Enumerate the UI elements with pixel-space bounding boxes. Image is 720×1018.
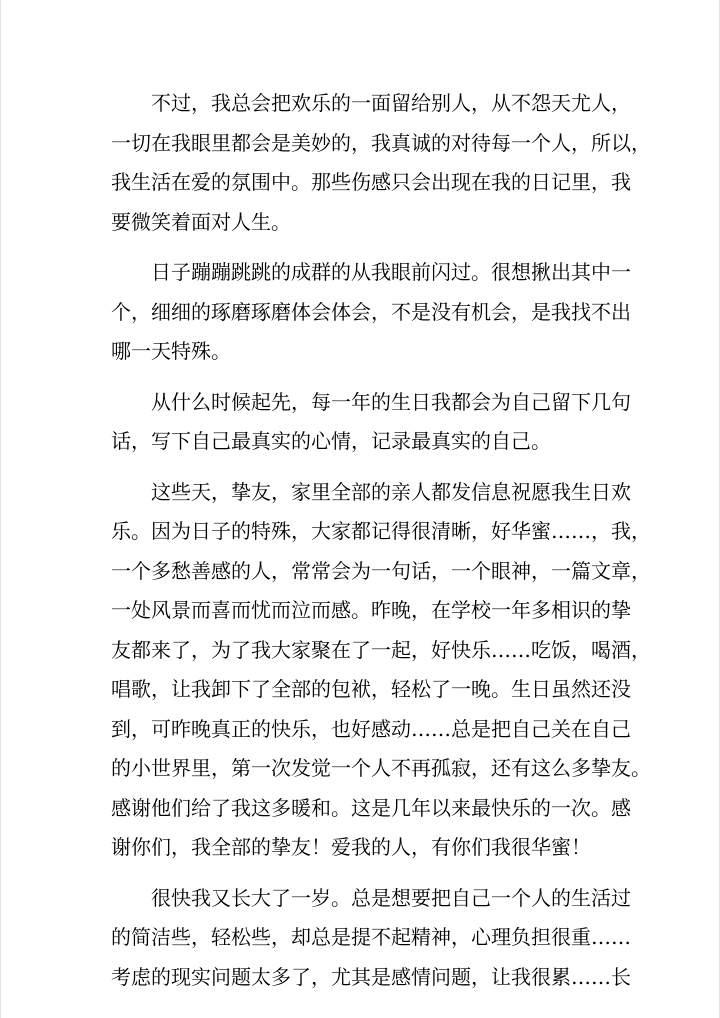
text-line: 的简洁些，轻松些，却总是提不起精神，心理负担很重…… xyxy=(111,925,631,949)
text-line: 一处风景而喜而忧而泣而感。昨晚，在学校一年多相识的挚 xyxy=(111,598,631,622)
text-line: 从什么时候起先，每一年的生日我都会为自己留下几句 xyxy=(151,389,631,414)
text-line: 一个多愁善感的人，常常会为一句话，一个眼神，一篇文章， xyxy=(111,558,651,583)
text-line: 唱歌，让我卸下了全部的包袱，轻松了一晚。生日虽然还没 xyxy=(111,677,631,701)
text-line: 谢你们，我全部的挚友！爱我的人，有你们我很华蜜！ xyxy=(111,835,591,859)
text-line: 哪一天特殊。 xyxy=(111,339,231,363)
text-line: 日子蹦蹦跳跳的成群的从我眼前闪过。很想揪出其中一 xyxy=(151,260,631,284)
document-body xyxy=(111,84,651,1008)
text-line: 不过，我总会把欢乐的一面留给别人，从不怨天尤人， xyxy=(151,91,631,115)
text-line: 很快我又长大了一岁。总是想要把自己一个人的生活过 xyxy=(151,885,631,910)
paragraph xyxy=(111,253,631,372)
paragraph xyxy=(111,879,631,998)
text-line: 一切在我眼里都会是美妙的，我真诚的对待每一个人，所以， xyxy=(111,130,651,155)
paragraph xyxy=(111,383,631,462)
text-line: 的小世界里，第一次发觉一个人不再孤寂，还有这么多挚友。 xyxy=(111,756,651,780)
text-line: 这些天，挚友，家里全部的亲人都发信息祝愿我生日欢 xyxy=(151,479,631,504)
text-line: 个，细细的琢磨琢磨体会体会，不是没有机会，是我找不出 xyxy=(111,299,631,324)
text-line: 我生活在爱的氛围中。那些伤感只会出现在我的日记里，我 xyxy=(111,170,631,194)
text-line: 话，写下自己最真实的心情，记录最真实的自己。 xyxy=(111,429,551,453)
text-line: 到，可昨晚真正的快乐，也好感动……总是把自己关在自己 xyxy=(111,716,631,741)
paragraph xyxy=(111,473,651,868)
text-line: 友都来了，为了我大家聚在了一起，好快乐……吃饭，喝酒， xyxy=(111,637,651,662)
paragraph xyxy=(111,84,651,242)
text-line: 乐。因为日子的特殊，大家都记得很清晰，好华蜜……，我， xyxy=(111,519,651,543)
text-line: 感谢他们给了我这多暖和。这是几年以来最快乐的一次。感 xyxy=(111,795,631,820)
text-line: 考虑的现实问题太多了，尤其是感情问题，让我很累……长 xyxy=(111,964,631,989)
text-line: 要微笑着面对人生。 xyxy=(111,209,291,234)
